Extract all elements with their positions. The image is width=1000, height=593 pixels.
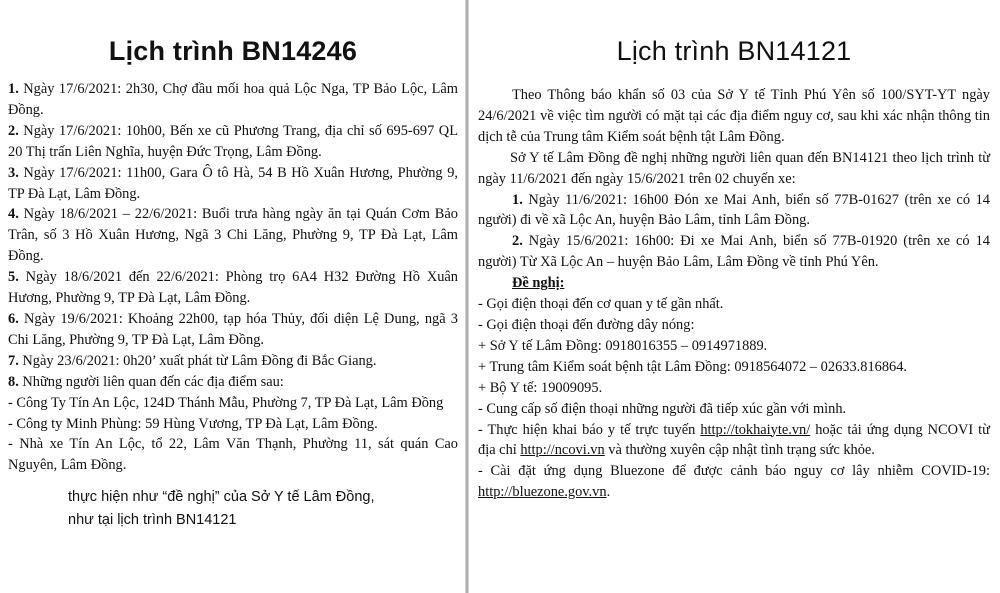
list-item: 8. Những người liên quan đến các địa điểm sau: xyxy=(8,373,284,390)
list-item: 5. Ngày 18/6/2021 đến 22/6/2021: Phòng trọ 6A4 H32 Đường Hồ Xuân Hương, Phường 9, TP Đà Lạt, Lâm Đồng. xyxy=(8,269,458,307)
advice-line: - Gọi điện thoại đến đường dây nóng: xyxy=(478,316,695,333)
advice-line: - Cung cấp số điện thoại những người đã tiếp xúc gần với mình. xyxy=(478,400,847,417)
list-item: 2. Ngày 17/6/2021: 10h00, Bến xe cũ Phương Trang, địa chỉ số 695-697 QL 20 Thị trấn Liên Nghĩa, huyện Đức Trọng, Lâm Đồng. xyxy=(8,122,458,160)
handwritten-note xyxy=(8,486,458,532)
panel-divider xyxy=(465,0,469,593)
trip-item: 1. Ngày 11/6/2021: 16h00 Đón xe Mai Anh, biển số 77B-01627 (trên xe có 14 người) đi về xã Lộc An, huyện Bảo Lâm, tỉnh Lâm Đồng. xyxy=(478,191,990,229)
list-item: 3. Ngày 17/6/2021: 11h00, Gara Ô tô Hà, 54 B Hồ Xuân Hương, Phường 9, TP Đà Lạt, Lâm Đồng. xyxy=(8,164,458,202)
advice-heading: Đề nghị: xyxy=(512,275,565,292)
hotline-item: + Trung tâm Kiểm soát bệnh tật Lâm Đồng: 0918564072 – 02633.816864. xyxy=(478,358,908,375)
tokhaiyte-link[interactable]: http://tokhaiyte.vn/ xyxy=(700,421,811,438)
place-item: - Công Ty Tín An Lộc, 124D Thánh Mẫu, Phường 7, TP Đà Lạt, Lâm Đồng xyxy=(8,394,444,411)
list-item: 6. Ngày 19/6/2021: Khoảng 22h00, tạp hóa Thủy, đối diện Lệ Dung, ngã 3 Chi Lăng, Phường 9, TP Đà Lạt, Lâm Đồng. xyxy=(8,310,458,348)
left-panel xyxy=(0,0,466,593)
list-item: 4. Ngày 18/6/2021 – 22/6/2021: Buổi trưa hàng ngày ăn tại Quán Cơm Bảo Trân, số 3 Hồ Xuân Hương, Ngã 3 Chi Lăng, Phường 9, TP Đà Lạt, Lâm Đồng. xyxy=(8,206,458,265)
advice-line: - Thực hiện khai báo y tế trực tuyến http://tokhaiyte.vn/ hoặc tải ứng dụng NCOVI từ địa chỉ http://ncovi.vn và thường xuyên cập nhật tình trạng sức khỏe. xyxy=(478,421,990,459)
list-item: 7. Ngày 23/6/2021: 0h20’ xuất phát từ Lâm Đồng đi Bắc Giang. xyxy=(8,352,377,369)
place-item: - Nhà xe Tín An Lộc, tổ 22, Lâm Văn Thạnh, Phường 11, sát quán Cao Nguyên, Lâm Đồng. xyxy=(8,436,458,474)
hotline-item: + Sở Y tế Lâm Đồng: 0918016355 – 0914971889. xyxy=(478,337,768,354)
place-item: - Công ty Minh Phùng: 59 Hùng Vương, TP Đà Lạt, Lâm Đồng. xyxy=(8,415,378,432)
advice-line: - Gọi điện thoại đến cơ quan y tế gần nhất. xyxy=(478,296,724,313)
right-panel xyxy=(470,0,1000,593)
note-line: thực hiện như “đề nghị” của Sở Y tế Lâm Đồng, xyxy=(68,489,375,506)
trip-item: 2. Ngày 15/6/2021: 16h00: Đi xe Mai Anh, biển số 77B-01920 (trên xe có 14 người) Từ Xã Lộc An – huyện Bảo Lâm, Lâm Đồng về tỉnh Phú Yên. xyxy=(478,233,990,271)
list-item: 1. Ngày 17/6/2021: 2h30, Chợ đầu mối hoa quả Lộc Nga, TP Bảo Lộc, Lâm Đồng. xyxy=(8,81,458,118)
advice-line: - Cài đặt ứng dụng Bluezone để được cảnh báo nguy cơ lây nhiễm COVID-19: http://bluezone.gov.vn. xyxy=(478,463,990,501)
left-title: Lịch trình BN14246 xyxy=(108,36,358,66)
bluezone-link[interactable]: http://bluezone.gov.vn xyxy=(478,484,607,501)
note-line: như tại lịch trình BN14121 xyxy=(68,512,237,529)
right-title: Lịch trình BN14121 xyxy=(616,36,852,66)
hotline-item: + Bộ Y tế: 19009095. xyxy=(478,379,603,396)
request-paragraph: Sở Y tế Lâm Đồng đề nghị những người liên quan đến BN14121 theo lịch trình từ ngày 11/6/2021 đến ngày 15/6/2021 trên 02 chuyến xe: xyxy=(478,149,990,187)
intro-paragraph: Theo Thông báo khẩn số 03 của Sở Y tế Tỉnh Phú Yên số 100/SYT-YT ngày 24/6/2021 về việc tìm người có mặt tại các địa điểm nguy cơ, sau khi xác nhận thông tin dịch tễ của Trung tâm Kiểm soát bệnh tật Lâm Đồng. xyxy=(478,87,990,145)
ncovi-link[interactable]: http://ncovi.vn xyxy=(520,442,605,459)
